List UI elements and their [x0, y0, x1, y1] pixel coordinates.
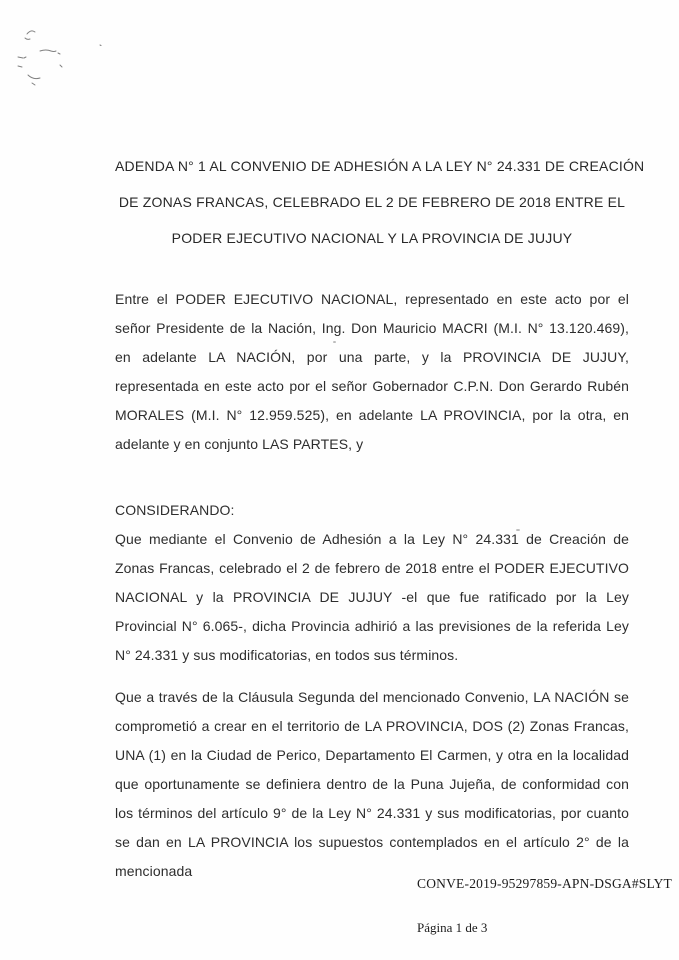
parties-paragraph: Entre el PODER EJECUTIVO NACIONAL, representado en este acto por el señor Presidente de la Nación, Ing. Don Mauricio MACRI (M.I. N° 13.120.469), en adelante LA NACIÓN, por una parte, y la PROVINCIA DE JUJUY, representada en este acto por el señor Gobernador C.P.N. Don Gerardo Rubén MORALES (M.I. N° 12.959.525), en adelante LA PROVINCIA, por la otra, en adelante y en conjunto LAS PARTES, y [115, 291, 629, 452]
considerando-heading: CONSIDERANDO: [115, 502, 235, 518]
considerando-paragraph-1: Que mediante el Convenio de Adhesión a la Ley N° 24.331 de Creación de Zonas Francas, celebrado el 2 de febrero de 2018 entre el PODER EJECUTIVO NACIONAL y la PROVINCIA DE JUJUY -el que fue ratificado por la Ley Provincial N° 6.065-, dicha Provincia adhirió a las previsiones de la referida Ley N° 24.331 y sus modificatorias, en todos sus términos. [115, 531, 629, 663]
page-number-indicator: Página 1 de 3 [417, 920, 488, 935]
title-line-2: DE ZONAS FRANCAS, CELEBRADO EL 2 DE FEBRERO DE 2018 ENTRE EL [118, 194, 626, 210]
document-body [115, 0, 645, 886]
title-line-3: PODER EJECUTIVO NACIONAL Y LA PROVINCIA DE JUJUY [171, 230, 573, 246]
considerando-paragraph-2: Que a través de la Cláusula Segunda del mencionado Convenio, LA NACIÓN se comprometió a crear en el territorio de LA PROVINCIA, DOS (2) Zonas Francas, UNA (1) en la Ciudad de Perico, Departamento El Carmen, y otra en la localidad que oportunamente se definiera dentro de la Puna Jujeña, de conformidad con los términos del artículo 9° de la Ley N° 24.331 y sus modificatorias, por cuanto se dan en LA PROVINCIA los supuestos contemplados en el artículo 2° de la mencionada [115, 689, 629, 879]
title-line-1: ADENDA N° 1 AL CONVENIO DE ADHESIÓN A LA LEY N° 24.331 DE CREACIÓN [115, 158, 645, 174]
gde-reference-code: CONVE-2019-95297859-APN-DSGA#SLYT [417, 876, 672, 891]
handwritten-scan-marks-icon [10, 25, 110, 95]
document-title [115, 148, 645, 256]
